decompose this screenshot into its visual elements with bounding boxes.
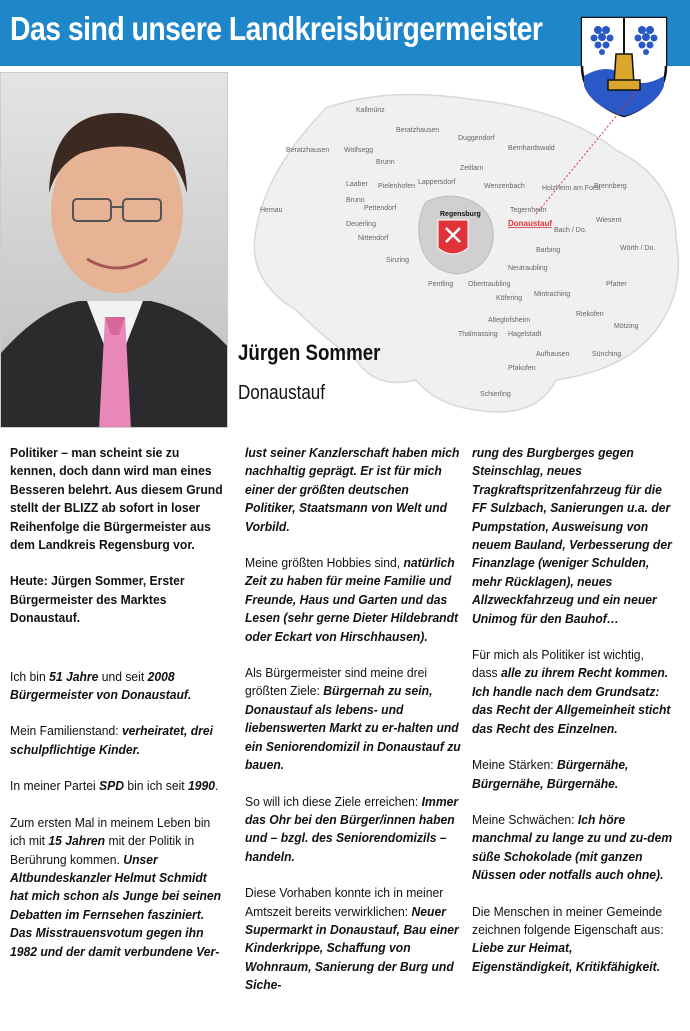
map-label: Obertraubling: [468, 281, 511, 288]
map-label: Brennberg: [594, 183, 627, 190]
map-label: Beratzhausen: [396, 127, 440, 134]
map-label: Neutraubling: [508, 265, 548, 272]
map-label: Barbing: [536, 247, 561, 254]
map-label: Pfakofen: [508, 365, 536, 372]
map-label: Thalmassing: [458, 331, 498, 338]
map-label: Holzheim am Forst: [542, 185, 601, 192]
map-label: Alteglofsheim: [488, 317, 531, 324]
map-label: Schierling: [480, 391, 511, 398]
map-label: Mintraching: [534, 291, 571, 298]
paragraph-first-politics: Zum ersten Mal in meinem Leben bin ich mit 15 Jahren mit der Politik in Berührung kommen. Unser Altbundeskanzler Helmut Schmidt hat mich schon als Junge bei seinen Debatten im Fernsehen fasziniert. Das Misstrauensvotum gegen ihn 1982 und der damit verbundene Ver-: [10, 814, 222, 959]
person-name: Jürgen Sommer: [238, 340, 381, 365]
map-label: Laaber: [346, 181, 368, 188]
map-label: Beratzhausen: [286, 147, 330, 154]
portrait-photo: [0, 72, 228, 428]
map-label: Deuerling: [346, 221, 376, 228]
map-label: Wiesent: [596, 217, 622, 224]
column-1: [10, 444, 226, 979]
paragraph-weaknesses: Meine Schwächen: Ich höre manchmal zu lange zu und zu-dem süße Schokolade (mit ganzen Nüssen oder notfalls auch ohne).: [472, 811, 673, 883]
paragraph-goals: Als Bürgermeister sind meine drei größten Ziele: Bürgernah zu sein, Donaustauf als lebens- und liebenswerten Markt zu er-halten und ein Seniorendomizil in Donaustauf zu bauen.: [245, 665, 461, 773]
map-label: Duggendorf: [458, 135, 495, 142]
map-label: Brunn: [346, 197, 365, 204]
paragraph-family: Mein Familienstand: verheiratet, drei schulpflichtige Kinder.: [10, 723, 213, 757]
map-label: Hagelstadt: [508, 331, 542, 338]
map-label: Aufhausen: [536, 351, 570, 358]
map-label: Bach / Do.: [554, 227, 587, 234]
map-label: Wolfsegg: [344, 147, 374, 154]
map-label: Pentling: [428, 281, 454, 288]
paragraph-strengths: Meine Stärken: Bürgernähe, Bürgernähe, Bürgernähe.: [472, 757, 629, 791]
map-label-donaustauf: Donaustauf: [508, 219, 552, 228]
paragraph-party: In meiner Partei SPD bin ich seit 1990.: [10, 778, 219, 794]
paragraph-age: Ich bin 51 Jahre und seit 2008 Bürgermeister von Donaustauf.: [10, 668, 192, 703]
paragraph-achievements-cont: rung des Burgberges gegen Steinschlag, neues Tragkraftspritzenfahrzeug für die FF Sulzbach, Sanierungen u.a. der Pumpstation, Ausweisung von neuem Bauland, Verbesserung der Finanzlage (weniger Schulden, mehr Rücklagen), neues Allzweckfahrzeug und ein neuer Unimog für den Bauhof…: [472, 445, 672, 626]
person-place: Donaustauf: [238, 382, 325, 404]
map-label: Hemau: [260, 207, 283, 214]
intro-today: Heute: Jürgen Sommer, Erster Bürgermeister des Marktes Donaustauf.: [10, 573, 185, 626]
paragraph-people: Die Menschen in meiner Gemeinde zeichnen folgende Eigenschaft aus: Liebe zur Heimat, Eigenständigkeit, Kritikfähigkeit.: [472, 903, 664, 974]
page-title: Das sind unsere Landkreisbürgermeister: [10, 10, 543, 47]
column-3: [472, 444, 673, 994]
map-label: Bernhardswald: [508, 145, 555, 152]
map-label: Pielenhofen: [378, 183, 415, 190]
map-label: Lappersdorf: [418, 179, 456, 186]
map-label: Brunn: [376, 159, 395, 166]
paragraph-hobbies: Meine größten Hobbies sind, natürlich Zeit zu haben für meine Familie und Freunde, Haus und Garten und das Lesen (sehr gerne Dieter Hildebrandt oder Eckart von Hirschhausen).: [245, 555, 459, 644]
paragraph-achievements: Diese Vorhaben konnte ich in meiner Amtszeit bereits verwirklichen: Neuer Supermarkt in Donaustauf, Bau einer Kinderkrippe, Schaffung von Wohnraum, Sanierung der Burg und Siche-: [245, 885, 459, 993]
map-label: Kallmünz: [356, 107, 385, 114]
map-label-regensburg: Regensburg: [440, 211, 481, 218]
paragraph-chancellor: lust seiner Kanzlerschaft haben mich nachhaltig geprägt. Er ist für mich einer der größten deutschen Politiker, Staatsmann von Welt und Vorbild.: [245, 445, 460, 534]
paragraph-important: Für mich als Politiker ist wichtig, dass alle zu ihrem Recht kommen. Ich handle nach dem Grundsatz: das Recht der Allgemeinheit sticht das Recht des Einzelnen.: [472, 647, 671, 736]
map-label: Pfatter: [606, 281, 627, 288]
map-label: Sinzing: [386, 257, 409, 264]
map-label: Mötzing: [614, 323, 639, 330]
map-label: Riekofen: [576, 311, 604, 318]
map-label: Köfering: [496, 295, 523, 302]
district-map: [236, 90, 688, 430]
map-label: Tegernheim: [510, 207, 547, 214]
column-2: [245, 444, 461, 1013]
map-label: Sünching: [592, 351, 622, 358]
paragraph-approach: So will ich diese Ziele erreichen: Immer das Ohr bei den Bürger/innen haben und – bzgl. des Seniorendomizils – handeln.: [245, 793, 459, 864]
map-label: Wenzenbach: [484, 183, 525, 190]
intro-paragraph: Politiker – man scheint sie zu kennen, doch dann wird man eines Besseren belehrt. Aus diesem Grund stellt der BLIZZ ab sofort in loser Reihenfolge die Bürgermeister aus dem Landkreis Regensburg vor.: [10, 445, 223, 553]
map-label: Nittendorf: [358, 235, 389, 242]
map-label: Pettendorf: [364, 205, 397, 212]
map-label: Wörth / Do.: [620, 245, 656, 252]
map-label: Zeitlarn: [460, 165, 484, 172]
